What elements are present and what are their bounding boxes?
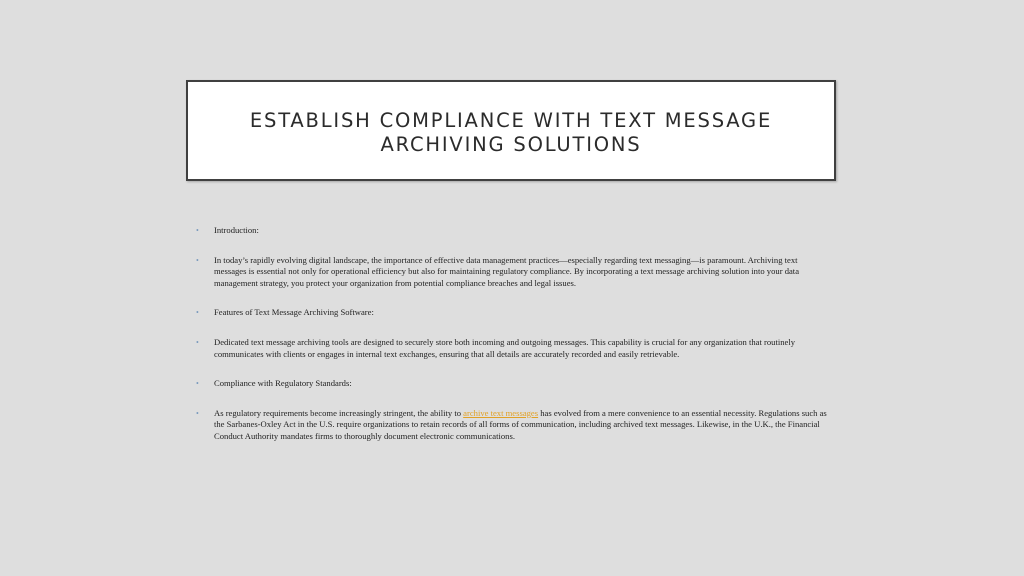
- bullet-compliance-heading: [196, 378, 828, 390]
- bullet-dot-icon: •: [196, 255, 199, 265]
- bullet-text-start: As regulatory requirements become increasingly stringent, the ability to: [214, 407, 464, 418]
- slide-title: [250, 109, 772, 157]
- bullet-features-paragraph: [196, 337, 828, 360]
- bullet-dot-icon: •: [196, 379, 199, 389]
- bullet-intro-paragraph: [196, 255, 828, 290]
- slide-title-line-2: ARCHIVING SOLUTIONS: [380, 132, 642, 156]
- archive-text-messages-link[interactable]: archive text messages: [463, 407, 539, 418]
- bullet-text: Introduction:: [214, 225, 259, 235]
- bullet-text: Dedicated text message archiving tools are designed to securely store both incoming and outgoing messages. This capability is crucial for any organization that routinely communicates with clients or engages in internal text exchanges, ensuring that all details are accurately recorded and easily retrievable.: [214, 336, 796, 359]
- bullet-features-heading: [196, 307, 828, 319]
- bullet-introduction: [196, 225, 828, 237]
- bullet-list: [196, 225, 828, 461]
- bullet-text-end: has evolved from a mere convenience to an essential necessity. Regulations such as the Sarbanes-Oxley Act in the U.S. require organizations to retain records of all forms of communication, including archived text messages. Likewise, in the U.K., the Financial Conduct Authority mandates firms to thoroughly document electronic communications.: [214, 407, 827, 441]
- bullet-text: Compliance with Regulatory Standards:: [214, 378, 352, 389]
- bullet-text: In today’s rapidly evolving digital landscape, the importance of effective data management practices—especially regarding text messaging—is paramount. Archiving text messages is essential not only for operational efficiency but also for maintaining regulatory compliance. By incorporating a text message archiving solution into your data management strategy, you protect your organization from potential compliance breaches and legal issues.: [214, 254, 800, 288]
- bullet-dot-icon: •: [196, 337, 199, 347]
- slide-title-line-1: ESTABLISH COMPLIANCE WITH TEXT MESSAGE: [249, 108, 773, 132]
- title-box: [186, 80, 836, 181]
- bullet-compliance-paragraph: [196, 408, 828, 443]
- bullet-dot-icon: •: [196, 226, 199, 235]
- bullet-text: Features of Text Message Archiving Software:: [214, 307, 374, 318]
- bullet-dot-icon: •: [196, 308, 199, 318]
- bullet-dot-icon: •: [196, 408, 199, 418]
